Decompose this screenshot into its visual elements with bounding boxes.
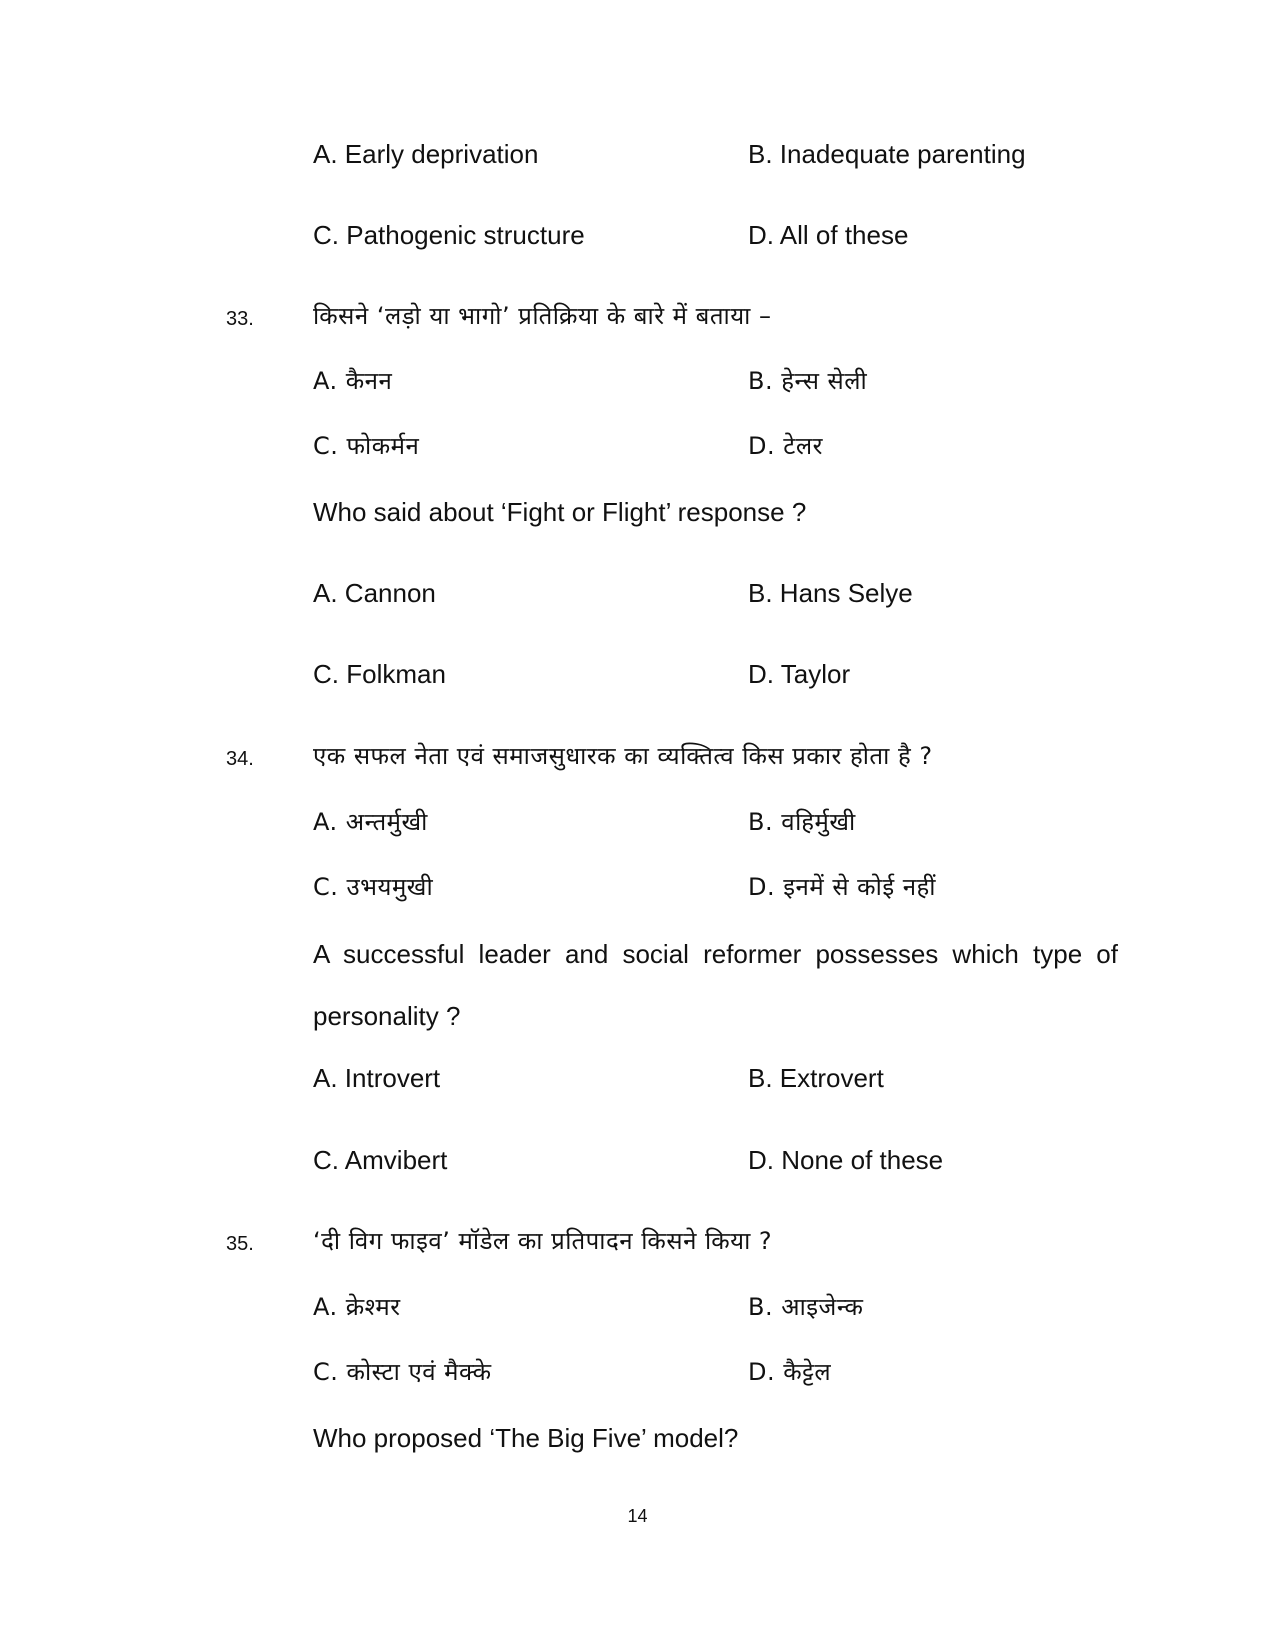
- q33-number: 33.: [226, 308, 254, 330]
- q34-option-d-hindi: D. इनमें से कोई नहीं: [748, 873, 937, 901]
- q34-number: 34.: [226, 748, 254, 770]
- q33-question-hindi: किसने ‘लड़ो या भागो’ प्रतिक्रिया के बारे में बताया –: [313, 302, 772, 330]
- q33-option-b: B. Hans Selye: [748, 578, 913, 608]
- q35-option-d-hindi: D. कैट्टेल: [748, 1358, 832, 1386]
- q35-number: 35.: [226, 1233, 254, 1255]
- q35-question-hindi: ‘दी विग फाइव’ मॉडेल का प्रतिपादन किसने किया ?: [313, 1227, 773, 1255]
- q32-option-d: D. All of these: [748, 220, 909, 250]
- q34-option-c-hindi: C. उभयमुखी: [313, 873, 434, 901]
- page-number: 14: [627, 1506, 648, 1526]
- q33-option-a-hindi: A. कैनन: [313, 367, 393, 395]
- q34-option-a: A. Introvert: [313, 1063, 441, 1093]
- q34-question-english-line2: personality ?: [313, 1001, 461, 1031]
- q32-option-c: C. Pathogenic structure: [313, 220, 585, 250]
- q32-option-b: B. Inadequate parenting: [748, 139, 1026, 169]
- q34-option-d: D. None of these: [748, 1145, 944, 1175]
- q34-question-hindi: एक सफल नेता एवं समाजसुधारक का व्यक्तित्व किस प्रकार होता है ?: [313, 742, 933, 770]
- q34-option-b-hindi: B. वहिर्मुखी: [748, 808, 856, 836]
- q33-option-d: D. Taylor: [748, 659, 851, 689]
- q33-option-d-hindi: D. टेलर: [748, 432, 823, 460]
- q35-option-b-hindi: B. आइजेन्क: [748, 1293, 864, 1321]
- q32-option-a: A. Early deprivation: [313, 139, 539, 169]
- q33-option-c-hindi: C. फोकर्मन: [313, 432, 420, 460]
- q35-option-c-hindi: C. कोस्टा एवं मैक्के: [313, 1358, 492, 1386]
- q33-question-english: Who said about ‘Fight or Flight’ response ?: [313, 497, 807, 527]
- q34-option-b: B. Extrovert: [748, 1063, 884, 1093]
- q33-option-b-hindi: B. हेन्स सेली: [748, 367, 868, 395]
- q33-option-c: C. Folkman: [313, 659, 446, 689]
- q34-option-c: C. Amvibert: [313, 1145, 448, 1175]
- q34-question-english-line1: A successful leader and social reformer possesses which type of: [313, 939, 1118, 969]
- q35-option-a-hindi: A. क्रेश्मर: [313, 1293, 401, 1321]
- q33-option-a: A. Cannon: [313, 578, 436, 608]
- q34-option-a-hindi: A. अन्तर्मुखी: [313, 808, 428, 836]
- q35-question-english: Who proposed ‘The Big Five’ model?: [313, 1423, 739, 1453]
